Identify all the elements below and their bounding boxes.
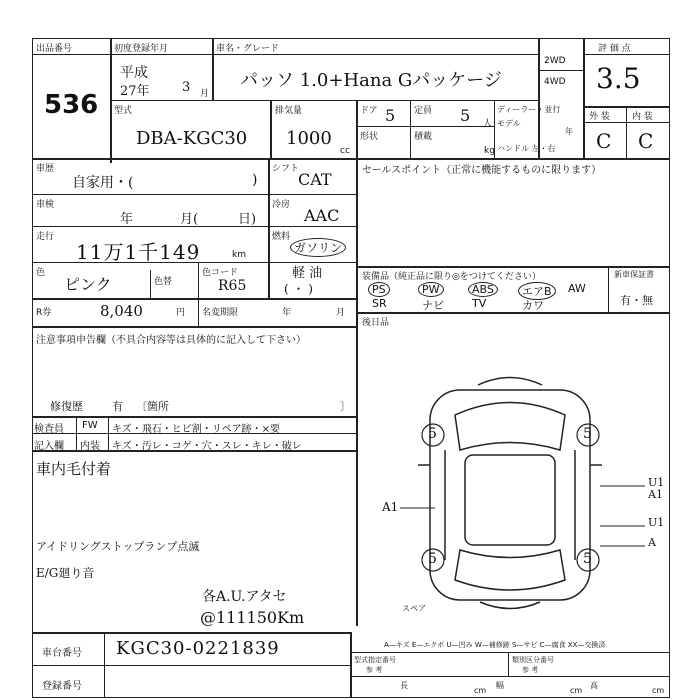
divider bbox=[32, 194, 356, 195]
type-value: DBA-KGC30 bbox=[136, 128, 248, 149]
divider bbox=[212, 38, 214, 100]
aircon-value: AAC bbox=[304, 206, 340, 225]
warranty-label: 新車保証書 bbox=[614, 270, 654, 279]
divider bbox=[356, 126, 494, 127]
divider bbox=[150, 270, 151, 298]
divider bbox=[350, 632, 352, 698]
divider bbox=[356, 266, 670, 268]
sales-point-label: セールスポイント（正常に機能するものに限ります） bbox=[362, 165, 602, 176]
divider bbox=[626, 106, 627, 158]
name-change-month: 月 bbox=[336, 308, 346, 318]
loading-label: 後日品 bbox=[362, 318, 390, 328]
divider bbox=[583, 38, 585, 158]
inspection-day: 日) bbox=[238, 212, 257, 227]
mileage-unit: km bbox=[232, 250, 246, 260]
capacity-label: 定員 bbox=[414, 106, 433, 116]
score-int: C bbox=[638, 129, 654, 153]
handwritten-note-2: アイドリングストップランプ点滅 bbox=[36, 540, 200, 553]
divider bbox=[32, 298, 356, 300]
recycle-value: 8,040 bbox=[100, 302, 143, 320]
first-reg-label: 初度登録年月 bbox=[114, 44, 169, 54]
doors-value: 5 bbox=[385, 106, 396, 125]
inspector-fw: FW bbox=[82, 420, 98, 431]
model-year-label: モデル bbox=[497, 119, 521, 128]
equipment-item: AW bbox=[568, 282, 586, 295]
equipment-item: エアB bbox=[518, 282, 556, 300]
handwritten-note-1: 車内毛付着 bbox=[36, 460, 112, 478]
capacity-unit: 人 bbox=[483, 119, 493, 129]
first-reg-era: 平成 bbox=[120, 65, 148, 81]
model-year-unit: 年 bbox=[565, 127, 573, 136]
divider bbox=[32, 416, 356, 418]
divider bbox=[356, 312, 670, 314]
damage-mark-a: A bbox=[648, 536, 656, 549]
history-value: 自家用・( bbox=[72, 175, 134, 191]
color-label: 色 bbox=[36, 268, 46, 278]
divider bbox=[32, 158, 670, 160]
equipment-item: SR bbox=[372, 297, 387, 310]
inspection-label: 車検 bbox=[36, 200, 55, 210]
chassis-label: 車台番号 bbox=[42, 648, 82, 659]
equipment-item: ABS bbox=[468, 282, 498, 297]
divider bbox=[608, 266, 609, 312]
repair-part: 〔箇所 bbox=[136, 400, 169, 413]
divider bbox=[270, 100, 272, 158]
divider bbox=[198, 298, 199, 326]
equipment-item: カワ bbox=[522, 299, 544, 312]
damage-mark-u1: U1 bbox=[648, 516, 665, 529]
displacement-value: 1000 bbox=[286, 128, 332, 149]
history-label: 車歴 bbox=[36, 164, 55, 174]
repair-close: 〕 bbox=[340, 400, 351, 413]
tire-mark-fr: 5 bbox=[583, 426, 592, 442]
model-value: パッソ 1.0+Hana Gパッケージ bbox=[240, 70, 502, 91]
divider bbox=[110, 100, 538, 101]
damage-mark-a1-right: A1 bbox=[648, 488, 663, 501]
fuel-label: 燃料 bbox=[272, 232, 291, 242]
divider bbox=[108, 416, 109, 450]
divider bbox=[32, 326, 356, 328]
damage-legend: A—キズ E—エクボ U—凹み W—補修跡 S—サビ C—腐食 XX—交換済 bbox=[384, 641, 606, 649]
dim-length: 長 bbox=[400, 681, 408, 690]
score-label: 評 価 点 bbox=[598, 44, 631, 54]
damage-mark-u1-top: U1 bbox=[648, 476, 665, 489]
aircon-label: 冷房 bbox=[272, 200, 291, 210]
type-code-ref: 参 考 bbox=[366, 666, 383, 674]
displacement-unit: cc bbox=[340, 146, 350, 156]
type-label: 型式 bbox=[114, 106, 133, 116]
divider bbox=[583, 54, 670, 55]
displacement-label: 排気量 bbox=[275, 106, 303, 116]
first-reg-month: 3 bbox=[182, 80, 191, 95]
history-close: ) bbox=[252, 172, 258, 188]
fuel-diesel: 軽 油 bbox=[292, 266, 323, 281]
equipment-item: TV bbox=[472, 297, 487, 310]
notes-label: 注意事項申告欄（不具合内容等は具体的に記入して下さい） bbox=[36, 335, 306, 346]
tire-mark-fl: 5 bbox=[428, 426, 437, 442]
color-code-label: 色コード bbox=[202, 268, 239, 278]
name-change-label: 名変期限 bbox=[202, 308, 239, 318]
handle-label: ハンドル 左・右 bbox=[497, 144, 556, 153]
divider bbox=[508, 652, 509, 676]
fuel-gasoline: ガソリン bbox=[290, 238, 346, 257]
entry-interior: 内装 bbox=[80, 441, 100, 452]
capacity-value: 5 bbox=[460, 106, 471, 125]
first-reg-year: 27年 bbox=[120, 84, 150, 99]
divider bbox=[268, 158, 270, 298]
color-code: R65 bbox=[218, 278, 247, 294]
inspection-year: 年 bbox=[120, 212, 134, 227]
type-code-label: 型式指定番号 bbox=[354, 656, 396, 664]
score-ext: C bbox=[596, 129, 612, 153]
recycle-label: R券 bbox=[36, 308, 52, 318]
score-ext-label: 外 装 bbox=[589, 112, 610, 122]
spare-label: スペア bbox=[402, 604, 426, 613]
equipment-label: 装備品（純正品に限り◎をつけてください） bbox=[362, 272, 541, 282]
divider bbox=[356, 326, 358, 626]
dim-width-unit: cm bbox=[570, 686, 583, 695]
color-value: ピンク bbox=[64, 275, 112, 294]
equipment-item: PW bbox=[418, 282, 444, 297]
mileage-label: 走行 bbox=[36, 232, 55, 242]
dim-height-unit: cm bbox=[652, 686, 665, 695]
drive-4wd: 4WD bbox=[544, 77, 566, 87]
lot-number: 536 bbox=[44, 90, 99, 120]
divider bbox=[538, 70, 583, 71]
odometer-note: @111150Km bbox=[200, 608, 305, 627]
tire-mark-rl: 5 bbox=[428, 551, 437, 567]
score-int-label: 内 装 bbox=[632, 112, 653, 122]
divider bbox=[410, 100, 411, 158]
class-code-label: 類別区分番号 bbox=[512, 656, 554, 664]
dealer-label: ディーラー・並行 bbox=[497, 105, 561, 114]
equipment-item: ナビ bbox=[422, 299, 444, 312]
divider bbox=[356, 100, 358, 158]
divider bbox=[32, 54, 538, 55]
car-condition-diagram bbox=[360, 330, 670, 630]
divider bbox=[198, 262, 199, 298]
drive-2wd: 2WD bbox=[544, 56, 566, 66]
first-reg-month-unit: 月 bbox=[200, 89, 210, 99]
divider bbox=[538, 38, 540, 158]
load-label: 積載 bbox=[414, 132, 433, 142]
shift-value: CAT bbox=[298, 170, 332, 189]
divider bbox=[32, 665, 350, 666]
chassis-value: KGC30-0221839 bbox=[116, 638, 280, 659]
tires-note: 各A.U.アタセ bbox=[202, 589, 287, 605]
damage-mark-a1-left: A1 bbox=[382, 500, 399, 514]
divider bbox=[32, 632, 350, 634]
model-label: 車名・グレード bbox=[216, 44, 280, 54]
repair-value: 有 bbox=[112, 400, 123, 413]
dim-length-unit: cm bbox=[474, 686, 487, 695]
divider bbox=[350, 676, 670, 677]
warranty-value: 有・無 bbox=[620, 294, 653, 307]
name-change-year: 年 bbox=[282, 308, 292, 318]
divider bbox=[356, 158, 358, 326]
registration-label: 登録番号 bbox=[42, 681, 82, 692]
tire-mark-rr: 5 bbox=[583, 551, 592, 567]
entry-label: 記入欄 bbox=[34, 441, 64, 452]
shift-label: シフト bbox=[272, 164, 300, 174]
color-change-label: 色替 bbox=[154, 277, 173, 287]
doors-label: ドア bbox=[360, 106, 378, 116]
entry-legend: キズ・汚レ・コゲ・穴・スレ・キレ・破レ bbox=[112, 441, 302, 452]
fuel-paren: ( ・ ) bbox=[284, 282, 313, 296]
dim-width: 幅 bbox=[496, 681, 504, 690]
inspection-month: 月( bbox=[180, 212, 199, 227]
divider bbox=[104, 632, 105, 698]
mileage-value: 11万1千149 bbox=[76, 240, 201, 264]
handwritten-note-3: E/G廻り音 bbox=[36, 566, 95, 580]
shape-label: 形状 bbox=[360, 132, 379, 142]
inspector-label: 検査員 bbox=[34, 424, 64, 435]
repair-label: 修復歴 bbox=[50, 400, 83, 413]
score-value: 3.5 bbox=[596, 62, 641, 95]
lot-label: 出品番号 bbox=[36, 44, 73, 54]
divider bbox=[350, 652, 670, 653]
recycle-unit: 円 bbox=[176, 308, 186, 318]
class-code-ref: 参 考 bbox=[522, 666, 539, 674]
equipment-item: PS bbox=[368, 282, 390, 297]
inspector-legend: キズ・飛石・ヒビ割・リペア跡・×要 bbox=[112, 424, 280, 435]
divider bbox=[76, 416, 77, 450]
dim-height: 高 bbox=[590, 681, 598, 690]
load-unit: kg bbox=[484, 146, 495, 156]
